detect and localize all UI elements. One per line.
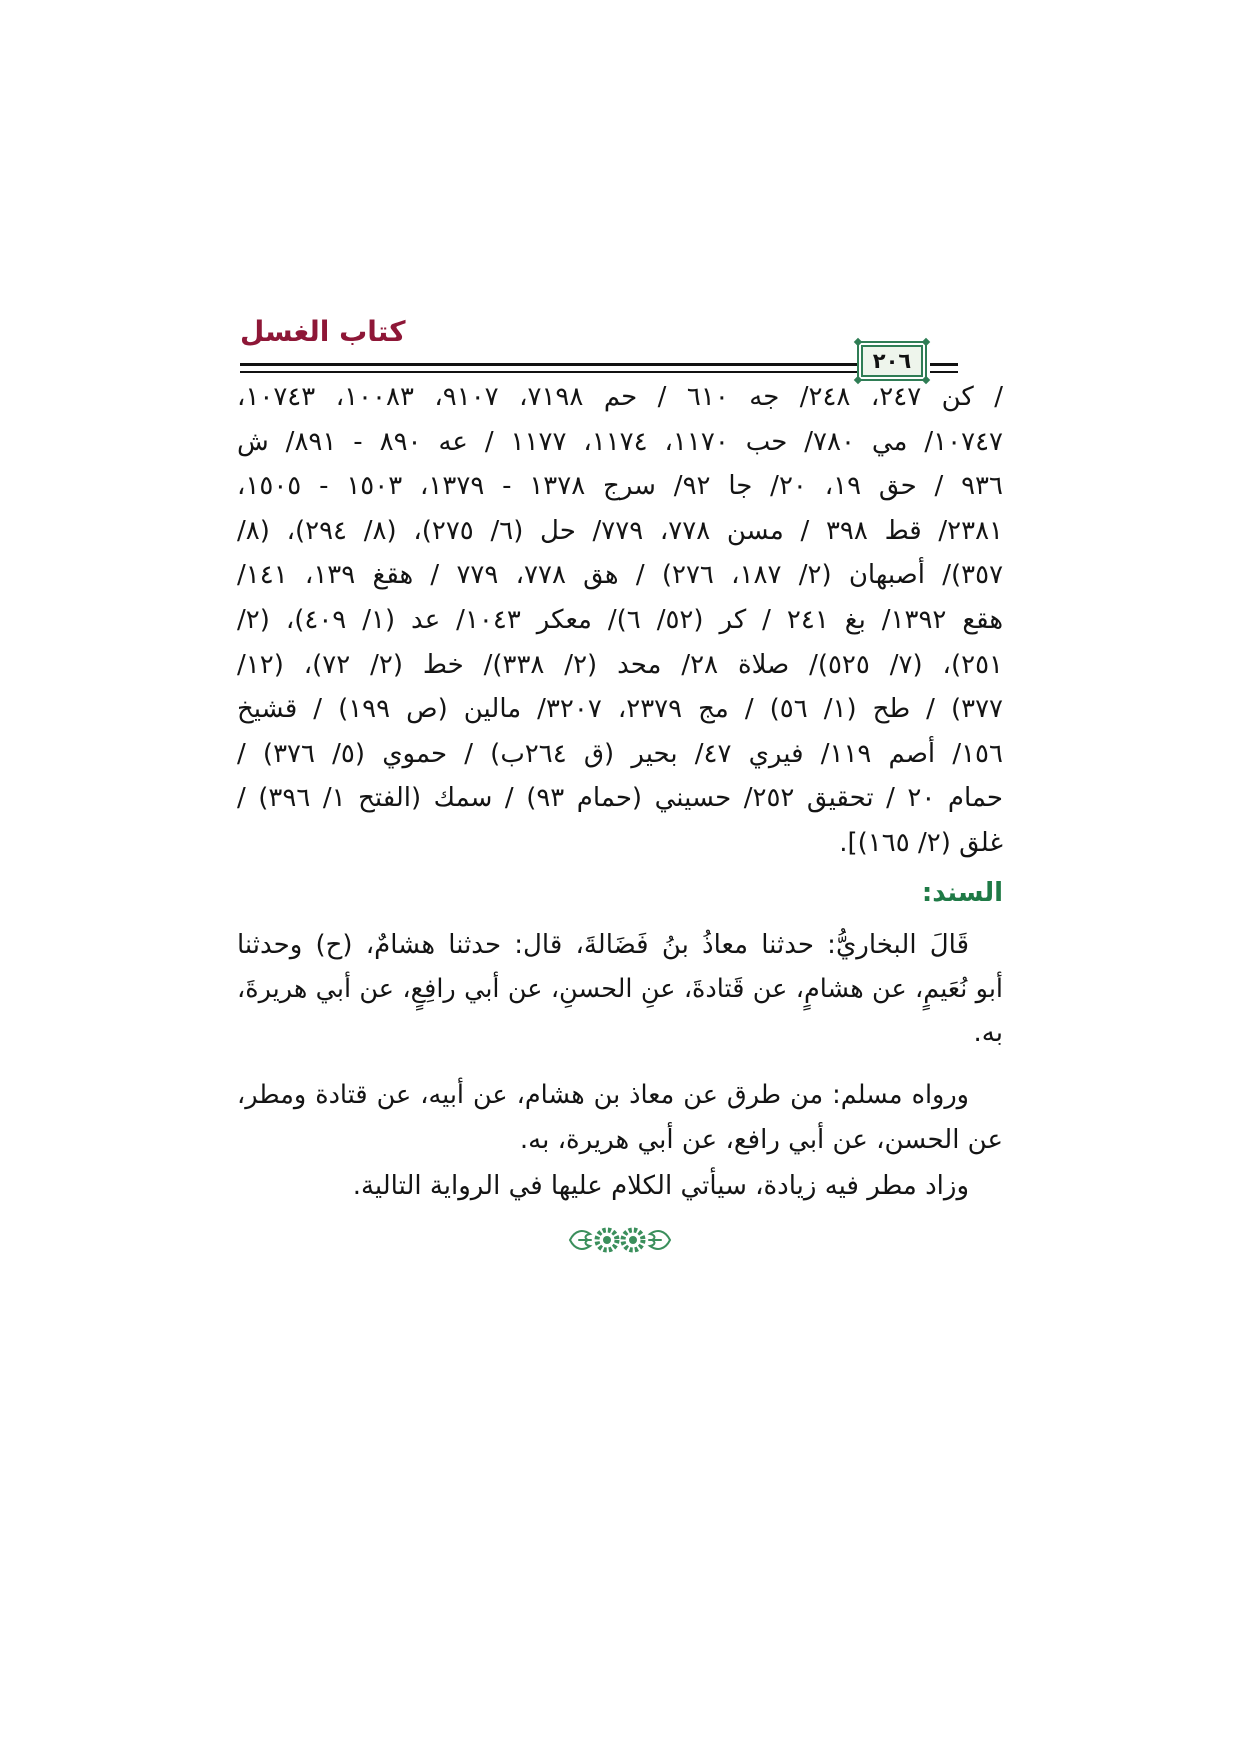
citation-line: ٢٣٨١/ قط ٣٩٨ / مسن ٧٧٨، ٧٧٩/ حل (٦/ ٢٧٥)، (٨/ ٢٩٤)، (٨/ xyxy=(237,515,1004,546)
body-line: به. xyxy=(973,1018,1003,1048)
running-title: كتاب الغسل xyxy=(240,315,406,348)
frame-corner-ornament xyxy=(854,338,862,346)
citation-line: ٢٥١)، (٧/ ٥٢٥)/ صلاة ٢٨/ محد (٢/ ٣٣٨)/ خط (٢/ ٧٢)، (١٢/ xyxy=(237,649,1004,680)
header-rule-thick-short xyxy=(930,363,958,366)
body-line: عن الحسن، عن أبي رافع، عن أبي هريرة، به. xyxy=(519,1125,1003,1155)
citation-line: ٩٣٦ / حق ١٩، ٢٠/ جا ٩٢/ سرج ١٣٧٨ - ١٣٧٩، ١٥٠٣ - ١٥٠٥، xyxy=(237,471,1003,502)
header-rule-thin-short xyxy=(930,371,958,373)
section-end-ornament xyxy=(567,1224,673,1256)
citation-line: ١٥٦/ أصم ١١٩/ فيري ٤٧/ بحير (ق ٢٦٤ب) / حموي (٥/ ٣٧٦) / xyxy=(237,738,1003,769)
citation-line: ٣٥٧)/ أصبهان (٢/ ١٨٧، ٢٧٦) / هق ٧٧٨، ٧٧٩ / هقغ ١٣٩، ١٤١/ xyxy=(237,560,1004,591)
floral-flourish-icon xyxy=(567,1224,673,1256)
citation-line-last: غلق (٢/ ١٦٥)]. xyxy=(839,828,1003,858)
section-heading-sanad: السند: xyxy=(921,878,1003,908)
body-line: وزاد مطر فيه زيادة، سيأتي الكلام عليها في الرواية التالية. xyxy=(352,1171,969,1201)
citation-line: ٣٧٧) / طح (١/ ٥٦) / مج ٢٣٧٩، ٣٢٠٧/ مالين (ص ١٩٩) / قشيخ xyxy=(237,694,1004,725)
citation-line: / كن ٢٤٧، ٢٤٨/ جه ٦١٠ / حم ٧١٩٨، ٩١٠٧، ١٠٠٨٣، ١٠٧٤٣، xyxy=(237,382,1004,412)
page-number: ٢٠٦ xyxy=(872,349,912,373)
citation-line: ١٠٧٤٧/ مي ٧٨٠/ حب ١١٧٠، ١١٧٤، ١١٧٧ / عه ٨٩٠ - ٨٩١/ ش xyxy=(237,426,1003,457)
citation-line: هقع ١٣٩٢/ بغ ٢٤١ / كر (٥٢/ ٦)/ معكر ١٠٤٣/ عد (١/ ٤٠٩)، (٢/ xyxy=(237,605,1004,635)
citation-line: حمام ٢٠ / تحقيق ٢٥٢/ حسيني (حمام ٩٣) / سمك (الفتح ١/ ٣٩٦) / xyxy=(237,783,1003,814)
header-rule-thick xyxy=(240,363,857,366)
header-rule-thin xyxy=(240,371,857,373)
frame-corner-ornament xyxy=(922,338,930,346)
body-line: ورواه مسلم: من طرق عن معاذ بن هشام، عن أبيه، عن قتادة ومطر، xyxy=(237,1080,969,1110)
body-line: أبو نُعَيمٍ، عن هشامٍ، عن قَتادةَ، عنِ الحسنِ، عن أبي رافِعٍ، عن أبي هريرةَ، xyxy=(237,974,1003,1004)
body-line: قَالَ البخاريُّ: حدثنا معاذُ بنُ فَضَالةَ، قال: حدثنا هشامٌ، (ح) وحدثنا xyxy=(237,930,969,960)
